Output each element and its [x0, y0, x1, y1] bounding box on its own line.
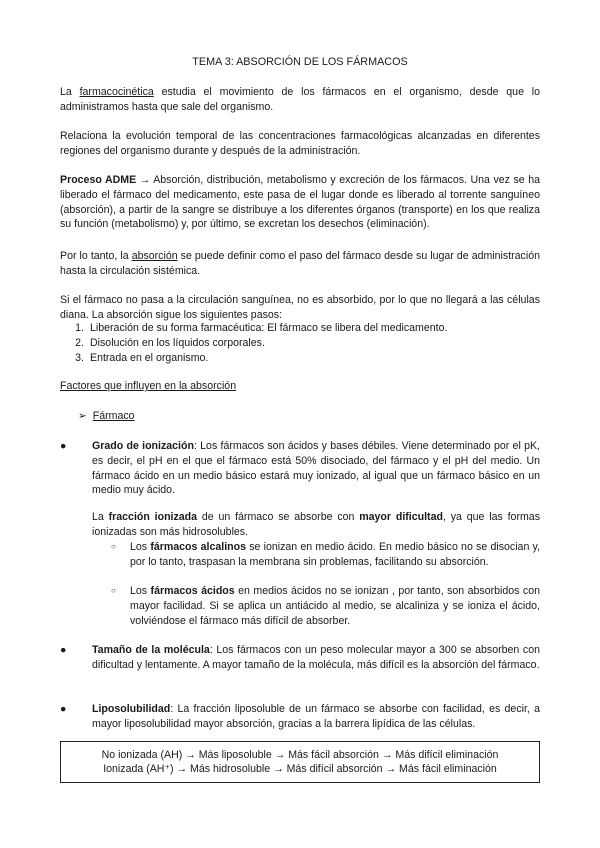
- section-heading: [60, 379, 540, 394]
- term-adme: Proceso ADME: [60, 174, 137, 186]
- subsection-heading: [78, 409, 558, 424]
- summary-line-no-ionizada: No ionizada (AH) → Más liposoluble → Más fácil absorción → Más difícil eliminación: [101, 748, 499, 761]
- text: Los: [130, 585, 151, 597]
- text: se ionizan en medio ácido. En medio básico no se disocian y, por lo tanto, traspasan la membrana sin problemas, facilitando su absorción.: [130, 541, 541, 568]
- bullet-icon: ●: [60, 703, 67, 715]
- item-tamano: [60, 643, 540, 673]
- term-farmacocinetica: farmacocinética: [79, 86, 154, 98]
- list-number: 1.: [75, 322, 84, 334]
- term: mayor dificultad: [359, 511, 443, 523]
- list-text: Liberación de su forma farmacéutica: El fármaco se libera del medicamento.: [90, 322, 448, 334]
- circle-bullet-icon: ○: [111, 542, 116, 551]
- list-item: [66, 351, 546, 366]
- arrow-bullet-icon: ➢: [78, 410, 87, 422]
- sub-item-alcalinos: [111, 540, 541, 570]
- sub-item-acidos: [111, 584, 540, 628]
- text: : Los fármacos con un peso molecular mayor a 300 se absorben con dificultad y lentamente. A mayor tamaño de la molécula, más difícil es la absorción del fármaco.: [92, 644, 540, 671]
- list-number: 3.: [75, 351, 84, 364]
- text: Por lo tanto, la: [60, 250, 132, 262]
- term: fármacos ácidos: [150, 585, 235, 597]
- list-text: Entrada en el organismo.: [90, 351, 209, 364]
- paragraph-pasos: Si el fármaco no pasa a la circulación sanguínea, no es absorbido, por lo que no llegará a las células diana. La absorción sigue los siguientes pasos:: [60, 294, 540, 321]
- text: estudia el movimiento de los fármacos en el organismo, desde que lo administramos hasta que sale del organismo.: [60, 86, 541, 113]
- term: fracción ionizada: [108, 511, 198, 523]
- text: , ya que las formas ionizadas son más hidrosolubles.: [92, 511, 540, 538]
- page-title: TEMA 3: ABSORCIÓN DE LOS FÁRMACOS: [192, 56, 408, 68]
- steps-list: [66, 321, 546, 365]
- list-number: 2.: [75, 336, 84, 349]
- text: Los: [130, 541, 151, 553]
- text: en medios ácidos no se ionizan , por tanto, son absorbidos con mayor facilidad. Si se aplica un antiácido al medio, se alcaliniza y se ioniza el ácido, volviéndose el fármaco más difícil de absorber.: [130, 585, 540, 627]
- bullet-icon: ●: [60, 440, 67, 452]
- text: La: [92, 511, 109, 523]
- list-item: [66, 321, 546, 336]
- summary-box: [60, 741, 540, 783]
- text: se puede definir como el paso del fármaco desde su lugar de administración hasta la circulación sistémica.: [60, 250, 540, 277]
- item-liposolubilidad: [60, 702, 540, 732]
- paragraph-farmacocinetica: [60, 85, 540, 115]
- factors-heading: Factores que influyen en la absorción: [60, 380, 237, 392]
- term: Grado de ionización: [92, 440, 194, 452]
- bullet-icon: ●: [60, 644, 67, 656]
- list-item: [66, 336, 546, 351]
- paragraph-fraccion: [92, 510, 540, 540]
- text: → Absorción, distribución, metabolismo y excreción de los fármacos. Una vez se ha liberado el fármaco del medicamento, este pasa de el lugar donde es liberado al torrente sanguíneo (absorción), a partir de la sangre se distribuye a los diferentes órganos (transporte) en los que realiza su función (metabolismo) y, por último, se excretan los desechos (eliminación).: [60, 174, 540, 231]
- farmaco-heading: Fármaco: [92, 410, 135, 422]
- summary-line-ionizada: Ionizada (AH⁺) → Más hidrosoluble → Más difícil absorción → Más fácil eliminación: [103, 763, 497, 775]
- term: fármacos alcalinos: [150, 541, 246, 553]
- paragraph-relaciona: Relaciona la evolución temporal de las concentraciones farmacológicas alcanzadas en diferentes regiones del organismo durante y después de la administración.: [60, 130, 540, 157]
- list-text: Disolución en los líquidos corporales.: [90, 336, 265, 349]
- term: Liposolubilidad: [92, 703, 171, 715]
- item-ionizacion: [60, 439, 540, 498]
- text: : Los fármacos son ácidos y bases débiles. Viene determinado por el pK, es decir, el pH en el que el fármaco está 50% disociado, del fármaco y el pH del medio. Un fármaco ácido en un medio básico estará muy ionizado, al igual que un fármaco básico en un medio muy ácido.: [92, 440, 540, 497]
- circle-bullet-icon: ○: [111, 586, 116, 595]
- text: La: [60, 86, 80, 98]
- paragraph-absorcion: [60, 249, 540, 279]
- term-absorcion: absorción: [131, 250, 178, 262]
- text: de un fármaco se absorbe con: [197, 511, 360, 523]
- text: : La fracción liposoluble de un fármaco se absorbe con facilidad, es decir, a mayor liposolubilidad mayor absorción, gracias a la barrera lipídica de las células.: [92, 703, 540, 730]
- paragraph-adme: [60, 173, 540, 232]
- term: Tamaño de la molécula: [92, 644, 210, 656]
